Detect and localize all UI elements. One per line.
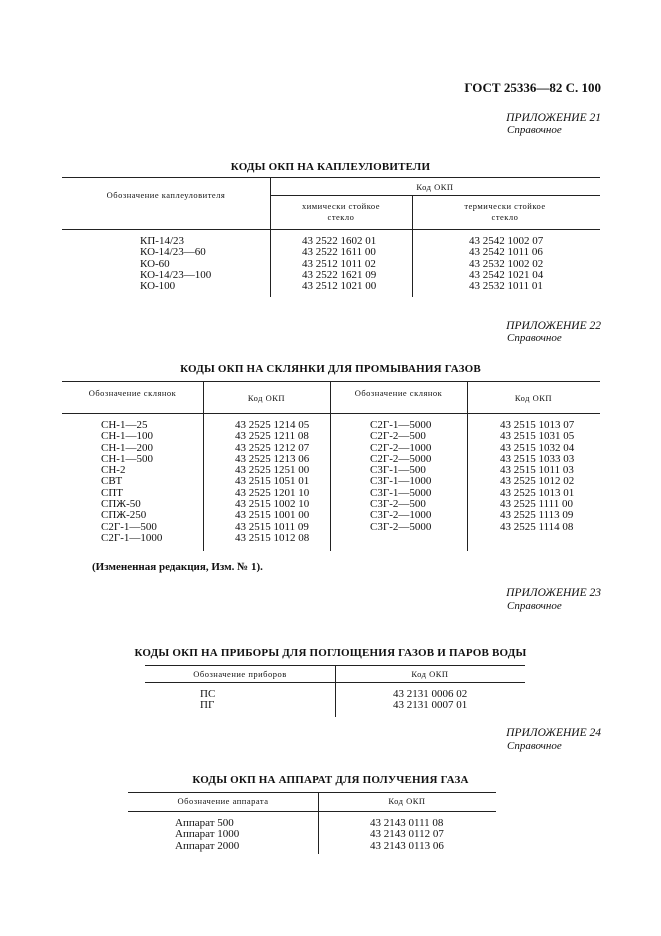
table-row-name: СПТ [101, 486, 123, 499]
table-row-name: С3Г-1—1000 [370, 475, 432, 488]
table-cell-code: 43 2522 1611 00 [302, 246, 376, 259]
table-cell-code: 43 2515 1032 04 [500, 441, 575, 454]
table-cell-code: 43 2143 0113 06 [370, 839, 444, 852]
table-21-therm-header: термически стойкое стекло [464, 201, 546, 222]
table-row-name: СПЖ-50 [101, 498, 141, 511]
table-row-name: С2Г-1—1000 [101, 531, 163, 544]
table-row-name: КО-14/23—60 [140, 246, 206, 259]
table-row-name: С3Г-2—5000 [370, 520, 432, 533]
table-cell-code: 43 2525 1251 00 [235, 464, 310, 477]
table-cell-code: 43 2525 1114 08 [500, 520, 574, 533]
table-cell-code: 43 2522 1621 09 [302, 268, 377, 281]
table-cell-code: 43 2525 1211 08 [235, 430, 309, 443]
table-row-name: С2Г-1—5000 [370, 419, 432, 431]
table-row-name: С3Г-2—1000 [370, 509, 432, 522]
table-cell-code: 43 2525 1111 00 [500, 498, 574, 511]
table-row-name: ПГ [200, 699, 215, 712]
table-21-title: КОДЫ ОКП НА КАПЛЕУЛОВИТЕЛИ [230, 161, 431, 173]
appendix-22-title: ПРИЛОЖЕНИЕ 22 [506, 320, 601, 332]
appendix-21-subtitle: Справочное [507, 124, 562, 136]
table-row-name: ПС [200, 688, 216, 700]
table-row-name: КО-60 [140, 257, 170, 270]
table-row-name: СН-1—100 [101, 430, 153, 443]
table-row-name: СН-2 [101, 464, 126, 477]
table-row-name: СН-1—500 [101, 452, 153, 465]
table-23-title: КОДЫ ОКП НА ПРИБОРЫ ДЛЯ ПОГЛОЩЕНИЯ ГАЗОВ И ПАРОВ ВОДЫ [134, 647, 527, 659]
amendment-note: (Измененная редакция, Изм. № 1). [92, 561, 263, 573]
appendix-24-title: ПРИЛОЖЕНИЕ 24 [506, 727, 601, 739]
table-21-code-header: Код ОКП [416, 182, 454, 192]
appendix-23-title: ПРИЛОЖЕНИЕ 23 [506, 587, 601, 599]
table-row-name: С2Г-2—1000 [370, 441, 432, 454]
table-cell-code: 43 2542 1002 07 [469, 235, 544, 247]
table-24-title: КОДЫ ОКП НА АППАРАТ ДЛЯ ПОЛУЧЕНИЯ ГАЗА [192, 774, 469, 786]
table-cell-code: 43 2515 1033 03 [500, 452, 575, 465]
table-cell-code: 43 2143 0111 08 [370, 817, 444, 829]
table-cell-code: 43 2515 1013 07 [500, 419, 575, 431]
table-row-name: Аппарат 2000 [175, 839, 240, 852]
table-cell-code: 43 2515 1011 09 [235, 520, 309, 533]
table-cell-code: 43 2542 1021 04 [469, 268, 544, 281]
appendix-24-subtitle: Справочное [507, 740, 562, 752]
table-cell-code: 43 2525 1012 02 [500, 475, 575, 488]
table-23-designation-header: Обозначение приборов [193, 669, 287, 679]
table-row-name: СН-1—200 [101, 441, 153, 454]
table-row-name: С3Г-1—500 [370, 464, 426, 477]
table-22-designation-header-right: Обозначение склянок [354, 388, 443, 398]
table-cell-code: 43 2522 1602 01 [302, 235, 377, 247]
appendix-21-title: ПРИЛОЖЕНИЕ 21 [506, 112, 601, 124]
table-cell-code: 43 2143 0112 07 [370, 828, 444, 841]
table-row-name: СВТ [101, 475, 123, 488]
table-cell-code: 43 2512 1011 02 [302, 257, 376, 270]
table-row-name: КО-14/23—100 [140, 268, 212, 281]
table-cell-code: 43 2515 1002 10 [235, 498, 310, 511]
table-row-name: С2Г-2—5000 [370, 452, 432, 465]
table-row-name: КП-14/23 [140, 235, 184, 247]
table-23-code-header: Код ОКП [411, 669, 449, 679]
table-cell-code: 43 2525 1113 09 [500, 509, 574, 522]
table-22-code-header-right: Код ОКП [514, 393, 553, 403]
table-cell-code: 43 2525 1213 06 [235, 452, 310, 465]
table-cell-code: 43 2515 1031 05 [500, 430, 575, 443]
table-cell-code: 43 2542 1011 06 [469, 246, 543, 259]
table-21-chem-header: химически стойкое стекло [301, 201, 381, 222]
table-21-designation-header: Обозначение каплеуловителя [106, 190, 226, 200]
table-row-name: СН-1—25 [101, 419, 148, 431]
table-cell-code: 43 2515 1051 01 [235, 475, 310, 488]
table-row-name: С3Г-2—500 [370, 498, 426, 511]
table-cell-code: 43 2515 1011 03 [500, 464, 574, 477]
table-cell-code: 43 2131 0006 02 [393, 688, 468, 700]
table-cell-code: 43 2515 1012 08 [235, 531, 310, 544]
table-22-designation-header-left: Обозначение склянок [88, 388, 177, 398]
appendix-22-subtitle: Справочное [507, 332, 562, 344]
table-cell-code: 43 2532 1002 02 [469, 257, 544, 270]
table-24-designation-header: Обозначение аппарата [177, 796, 269, 806]
table-cell-code: 43 2131 0007 01 [393, 699, 468, 712]
page-header: ГОСТ 25336—82 С. 100 [464, 80, 601, 95]
table-cell-code: 43 2525 1201 10 [235, 486, 310, 499]
appendix-23-subtitle: Справочное [507, 600, 562, 612]
table-row-name: Аппарат 500 [175, 817, 234, 829]
table-row-name: С2Г-2—500 [370, 430, 426, 443]
table-row-name: СПЖ-250 [101, 509, 147, 522]
table-row-name: КО-100 [140, 280, 176, 293]
table-row-name: Аппарат 1000 [175, 828, 240, 841]
table-cell-code: 43 2515 1001 00 [235, 509, 310, 522]
table-cell-code: 43 2512 1021 00 [302, 280, 377, 293]
table-cell-code: 43 2525 1013 01 [500, 486, 575, 499]
table-row-name: С3Г-1—5000 [370, 486, 432, 499]
table-cell-code: 43 2532 1011 01 [469, 280, 543, 293]
table-24-code-header: Код ОКП [388, 796, 426, 806]
table-22-code-header-left: Код ОКП [247, 393, 286, 403]
table-cell-code: 43 2525 1214 05 [235, 419, 310, 431]
table-22-title: КОДЫ ОКП НА СКЛЯНКИ ДЛЯ ПРОМЫВАНИЯ ГАЗОВ [180, 363, 481, 375]
table-cell-code: 43 2525 1212 07 [235, 441, 310, 454]
table-row-name: С2Г-1—500 [101, 520, 157, 533]
